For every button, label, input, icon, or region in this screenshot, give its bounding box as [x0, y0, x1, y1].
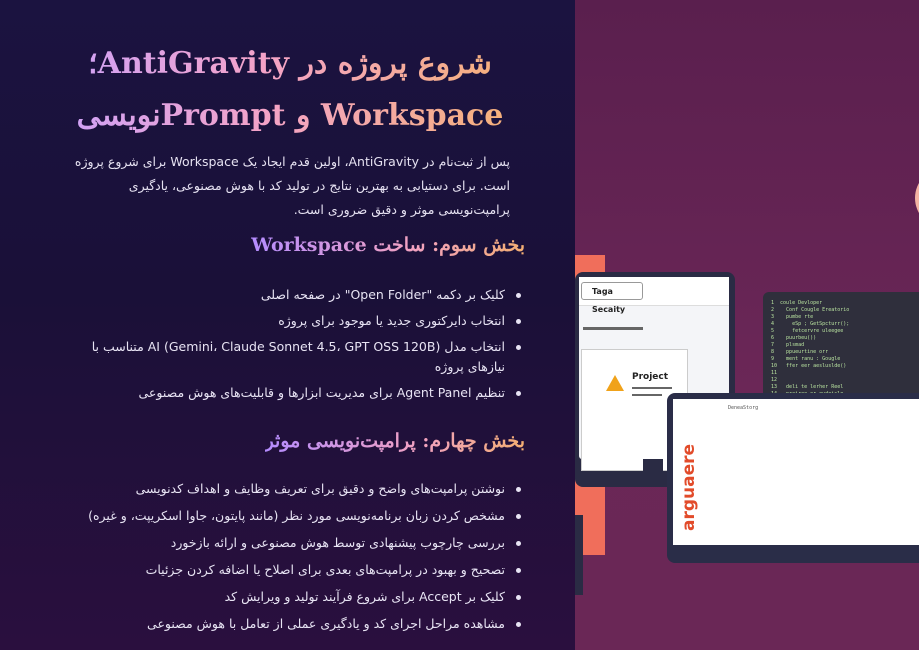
code-view: DeneaStorg [728, 405, 759, 411]
intro-paragraph: پس از ثبت‌نام در AntiGravity، اولین قدم ایجاد یک Workspace برای شروع پروژه است. برای دستیابی به بهترین نتایج در تولید کد با هوش مصنوعی، یادگیری پرامپت‌نویسی موثر و دقیق ضروری است. [74, 154, 510, 217]
monitor-stand [643, 459, 663, 487]
list-item: مشاهده مراحل اجرای کد و یادگیری عملی از تعامل با هوش مصنوعی [55, 614, 525, 634]
list-item: انتخاب دایرکتوری جدید یا موجود برای پروژه [65, 311, 525, 331]
list-item: انتخاب مدل AI (Gemini، Claude Sonnet 4.5، GPT OSS 120B) متناسب با نیازهای پروژه [65, 337, 525, 377]
list-item: کلیک بر دکمه "Open Folder" در صفحه اصلی [65, 285, 525, 305]
list-item: بررسی چارچوب پیشنهادی توسط هوش مصنوعی و ارائه بازخورد [55, 533, 525, 553]
list-item: تنظیم Agent Panel برای مدیریت ابزارها و قابلیت‌های هوش مصنوعی [65, 383, 525, 403]
brand-logo: arguaere [679, 443, 699, 531]
list-item: تصحیح و بهبود در پرامپت‌های بعدی برای اصلاح یا اضافه کردن جزئیات [55, 560, 525, 580]
security-tag: Taga Secaity [581, 282, 643, 300]
section-4-heading: بخش چهارم: پرامپت‌نویسی موثر [264, 430, 525, 452]
title-line-1: شروع پروژه در AntiGravity؛ [88, 46, 492, 81]
code-view: 1 coule Devloper 2 Conf Cougle Ereatorio 3 pumbe rte 4 eSp ; GetSpcturr(); 5 fetcervre uleegee 6 puurbeu()) 7 plsmad 8 ppueurtine orr 9 ment ranu : Gougle 10 ffer eer aesluslde() 11 12 13 deli te lerher Reel [771, 300, 850, 390]
monitor-front-screen [673, 399, 919, 545]
divider [632, 387, 672, 389]
list-item: کلیک بر Accept برای شروع فرآیند تولید و ویرایش کد [55, 587, 525, 607]
toolbar [579, 277, 729, 314]
project-label: Project [632, 372, 669, 382]
monitor-front [667, 393, 919, 563]
divider [632, 394, 662, 396]
divider [583, 327, 643, 330]
page-title [30, 38, 550, 142]
list-item: نوشتن پرامپت‌های واضح و دقیق برای تعریف وظایف و اهداف کدنویسی [55, 479, 525, 499]
pc-tower [575, 515, 583, 595]
title-line-2: Workspace و Promptنویسی [76, 98, 504, 133]
section-4-list [55, 479, 525, 641]
illustration [575, 0, 919, 650]
section-3-list [65, 285, 525, 409]
decorative-orb [915, 168, 919, 228]
list-item: مشخص کردن زبان برنامه‌نویسی مورد نظر (مانند پایتون، جاوا اسکریپت، و غیره) [55, 506, 525, 526]
section-3-heading: بخش سوم: ساخت Workspace [251, 234, 525, 256]
warning-icon [606, 375, 624, 391]
